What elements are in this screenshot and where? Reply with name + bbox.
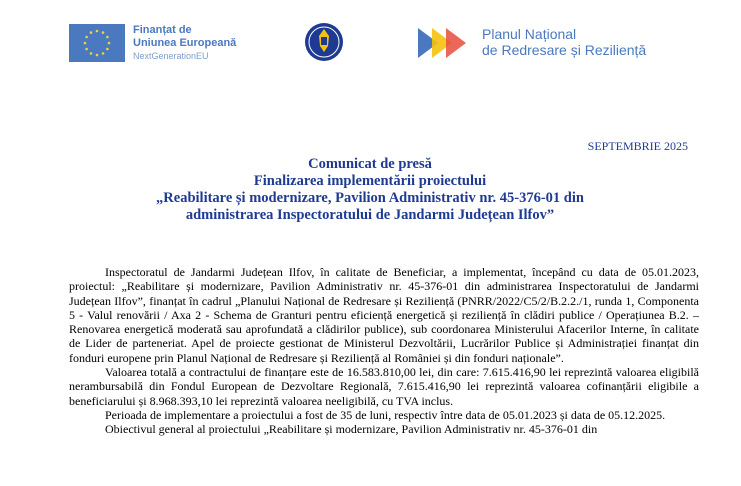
- title-line3: „Reabilitare și modernizare, Pavilion Administrativ nr. 45-376-01 din: [156, 190, 584, 206]
- pnrr-logo-icon: [418, 28, 474, 58]
- eu-star-icon: [85, 36, 88, 39]
- title-line2: Finalizarea implementării proiectului: [253, 173, 487, 189]
- eu-star-icon: [96, 54, 99, 57]
- eu-flag-icon: [69, 24, 125, 62]
- paragraph-objective: Obiectivul general al proiectului „Reabilitare și modernizare, Pavilion Administrativ nr. 45-376-01 din: [105, 422, 598, 437]
- press-release-title: [60, 156, 680, 224]
- eu-star-icon: [90, 52, 93, 55]
- pnrr-label-line1: Planul Național: [482, 26, 577, 42]
- eu-star-icon: [106, 48, 109, 51]
- pnrr-label-line2: de Redresare și Reziliență: [482, 42, 647, 58]
- eu-star-icon: [102, 31, 105, 34]
- eu-label-line3: NextGenerationEU: [133, 51, 209, 61]
- eu-star-icon: [84, 42, 87, 45]
- eu-label-line2: Uniunea Europeană: [133, 37, 237, 49]
- eu-star-icon: [96, 30, 99, 33]
- eu-star-icon: [108, 42, 111, 45]
- eu-star-icon: [85, 48, 88, 51]
- eu-star-icon: [90, 31, 93, 34]
- header: [0, 0, 741, 80]
- eu-star-icon: [106, 36, 109, 39]
- eu-label-line1: Finanțat de: [133, 24, 192, 36]
- paragraph-intro: Inspectoratul de Jandarmi Județean Ilfov, în calitate de Beneficiar, a implementat, începând cu data de 05.01.2023, proiectul: „Reabilitare și modernizare, Pavilion Administrativ nr. 45-376-01 din administrarea Inspectoratului de Jandarmi Județean Ilfov”, finanțat în cadrul „Planului Național de Redresare și Reziliență (PNRR/2022/C5/2/B.2.2./1, runda 1, Componenta 5 - Valul renovării / Axa 2 - Schema de Granturi pentru eficiență energetică și reziliență în clădiri publice / Operațiunea B.2. – Renovarea energetică moderată sau aprofundată a clădirilor publice), sub coordonarea Ministerului Afacerilor Interne, în calitate de Lider de parteneriat. Apel de proiecte gestionat de Ministerul Dezvoltării, Lucrărilor Publice și Administrației finanțat din fonduri europene prin Planul Național de Redresare și Reziliență al României și din fonduri naționale”.: [69, 265, 699, 365]
- romanian-government-seal-icon: [304, 19, 344, 65]
- title-line1: Comunicat de presă: [308, 156, 432, 172]
- eu-star-icon: [102, 52, 105, 55]
- pnrr-label: [482, 26, 646, 58]
- paragraph-value: Valoarea totală a contractului de finanțare este de 16.583.810,00 lei, din care: 7.615.416,90 lei reprezintă valoarea eligibilă nerambursabilă din Fondul European de Dezvoltare Regională, 7.615.416,90 lei reprezintă valoarea cofinanțării eligibile a beneficiarului și 8.968.393,10 lei reprezintă valoarea neeligibilă, cu TVA inclus.: [69, 365, 699, 408]
- eu-funding-label: [133, 24, 236, 62]
- title-line4: administrarea Inspectoratului de Jandarmi Județean Ilfov”: [185, 207, 555, 223]
- document-date: SEPTEMBRIE 2025: [587, 139, 688, 153]
- press-release-body: [69, 265, 699, 437]
- paragraph-period: Perioada de implementare a proiectului a fost de 35 de luni, respectiv între data de 05.01.2023 și data de 05.12.2025.: [105, 407, 666, 422]
